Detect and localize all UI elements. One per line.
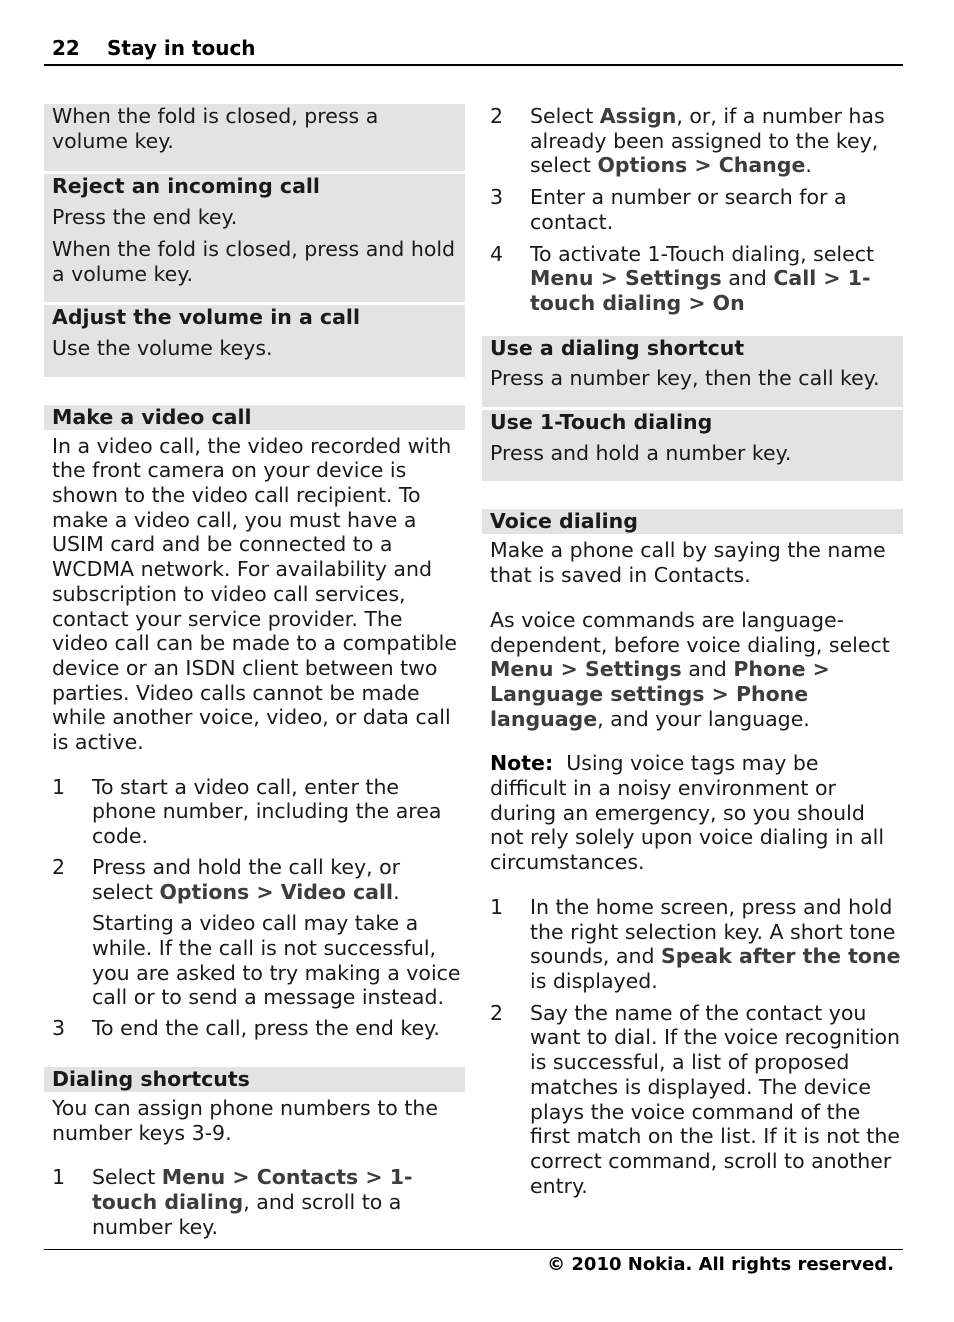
fold-closed-box xyxy=(44,104,465,171)
shortcut-step-2 xyxy=(482,104,903,178)
section-heading-dialing-shortcuts: Dialing shortcuts xyxy=(44,1067,465,1092)
menu-menu: Menu xyxy=(161,1165,226,1190)
step-text: Enter a number or search for a contact. xyxy=(530,185,847,234)
box-text: Press the end key. xyxy=(52,205,238,230)
menu-phone: Phone xyxy=(733,657,806,682)
step-text: To activate 1-Touch dialing, select xyxy=(530,241,875,266)
use-shortcut-box xyxy=(482,336,903,407)
voice-language-paragraph xyxy=(482,608,903,732)
video-call-intro: In a video call, the video recorded with the front camera on your device is shown to the video call recipient. To make a video call, you must have a USIM card and be connected to a WCDMA network. For availability and subscription to video call services, contact your service provider. The video call can be made to a compatible device or an ISDN client between two parties. Video calls cannot be made while another voice, video, or data call is active. xyxy=(52,433,457,755)
copyright-notice: © 2010 Nokia. All rights reserved. xyxy=(547,1254,894,1275)
step-number: 2 xyxy=(490,104,504,128)
menu-separator: > xyxy=(225,1165,257,1190)
menu-options: Options xyxy=(159,879,250,904)
menu-menu: Menu xyxy=(530,266,594,291)
menu-assign: Assign xyxy=(599,104,677,128)
box-title: Reject an incoming call xyxy=(52,174,320,199)
video-step-3 xyxy=(44,1016,465,1041)
right-column xyxy=(482,104,903,1198)
step-text: . xyxy=(393,879,400,904)
shortcuts-intro: You can assign phone numbers to the number keys 3-9. xyxy=(52,1095,438,1145)
box-text: Press and hold a number key. xyxy=(490,440,792,465)
shortcut-step-1 xyxy=(44,1165,465,1239)
chapter-title: Stay in touch xyxy=(107,36,256,60)
page-number: 22 xyxy=(52,36,80,60)
box-text: When the fold is closed, press a volume key. xyxy=(52,104,379,153)
shortcut-step-4 xyxy=(482,242,903,316)
video-step-2-note: Starting a video call may take a while. If the call is not successful, you are asked to try making a voice call or to send a message instead. xyxy=(92,911,461,1010)
step-text: Select xyxy=(530,104,600,128)
menu-separator: > xyxy=(249,879,281,904)
step-number: 3 xyxy=(52,1016,66,1041)
step-number: 3 xyxy=(490,185,504,210)
page-header xyxy=(44,34,903,66)
box-text: Use the volume keys. xyxy=(52,335,273,360)
voice-step-2 xyxy=(482,1001,903,1199)
menu-contacts: Contacts xyxy=(256,1165,359,1190)
menu-separator: > xyxy=(553,657,585,682)
display-speak-after-tone: Speak after the tone xyxy=(661,944,901,969)
menu-settings: Settings xyxy=(584,657,682,682)
section-heading-voice-dialing: Voice dialing xyxy=(482,509,903,534)
step-text: is displayed. xyxy=(530,968,658,993)
page-footer xyxy=(44,1249,903,1275)
step-text: . xyxy=(805,153,812,178)
menu-separator: > xyxy=(805,657,830,682)
step-number: 2 xyxy=(490,1000,504,1025)
menu-separator: > xyxy=(687,153,719,178)
paragraph-text: , and your language. xyxy=(597,706,810,731)
menu-on: On xyxy=(712,290,745,315)
note-text: Using voice tags may be difficult in a noisy environment or during an emergency, so you should not rely solely upon voice dialing in all circumstances. xyxy=(490,751,891,875)
step-text: Select xyxy=(92,1165,162,1190)
menu-settings: Settings xyxy=(624,266,722,291)
box-text: Press a number key, then the call key. xyxy=(490,366,880,391)
menu-separator: > xyxy=(816,266,848,291)
note-label: Note: xyxy=(490,751,554,776)
step-number: 1 xyxy=(490,894,504,919)
menu-1-touch-dialing: 1-touch dialing xyxy=(530,266,871,315)
section-heading-video-call: Make a video call xyxy=(44,405,465,430)
step-text: To start a video call, enter the phone number, including the area code. xyxy=(92,774,442,849)
voice-intro: Make a phone call by saying the name that is saved in Contacts. xyxy=(490,538,886,588)
paragraph-text: and xyxy=(681,657,734,682)
menu-menu: Menu xyxy=(490,657,554,682)
box-text: When the fold is closed, press and hold a volume key. xyxy=(52,236,456,286)
menu-1-touch-dialing: 1-touch dialing xyxy=(92,1165,413,1214)
paragraph-text: As voice commands are language-dependent, before voice dialing, select xyxy=(490,607,890,657)
menu-separator: > xyxy=(681,290,713,315)
step-text: and xyxy=(721,266,774,291)
menu-language-settings: Language settings xyxy=(490,681,705,706)
step-number: 1 xyxy=(52,1165,66,1190)
video-step-1 xyxy=(44,775,465,849)
video-step-2 xyxy=(44,855,465,904)
step-number: 2 xyxy=(52,854,66,879)
box-title: Use 1-Touch dialing xyxy=(490,410,713,435)
use-1-touch-box xyxy=(482,410,903,481)
menu-separator: > xyxy=(358,1165,390,1190)
box-title: Use a dialing shortcut xyxy=(490,335,745,360)
adjust-volume-box xyxy=(44,305,465,376)
menu-change: Change xyxy=(718,153,806,178)
menu-separator: > xyxy=(704,681,736,706)
step-text: , and scroll to a number key. xyxy=(92,1189,402,1239)
menu-video-call: Video call xyxy=(280,879,394,904)
step-text: Say the name of the contact you want to dial. If the voice recognition is successful, a list of proposed matches is displayed. The device plays the voice command of the first match on the list. If it is not the correct command, scroll to another entry. xyxy=(530,1000,901,1198)
voice-note xyxy=(482,751,903,875)
shortcut-step-3 xyxy=(482,185,903,234)
step-text: Press and hold the call key, or select xyxy=(92,854,401,904)
step-number: 4 xyxy=(490,241,504,266)
menu-options: Options xyxy=(597,153,688,178)
menu-phone-language: Phone language xyxy=(490,681,809,731)
menu-call: Call xyxy=(773,266,817,291)
step-number: 1 xyxy=(52,774,66,799)
left-column xyxy=(44,104,465,1239)
voice-step-1 xyxy=(482,895,903,994)
step-text: , or, if a number has already been assigned to the key, select xyxy=(530,104,885,178)
reject-call-box xyxy=(44,174,465,302)
box-title: Adjust the volume in a call xyxy=(52,305,360,330)
menu-separator: > xyxy=(593,266,625,291)
step-text: To end the call, press the end key. xyxy=(92,1016,440,1041)
step-text: In the home screen, press and hold the right selection key. A short tone sounds, and xyxy=(530,894,896,969)
